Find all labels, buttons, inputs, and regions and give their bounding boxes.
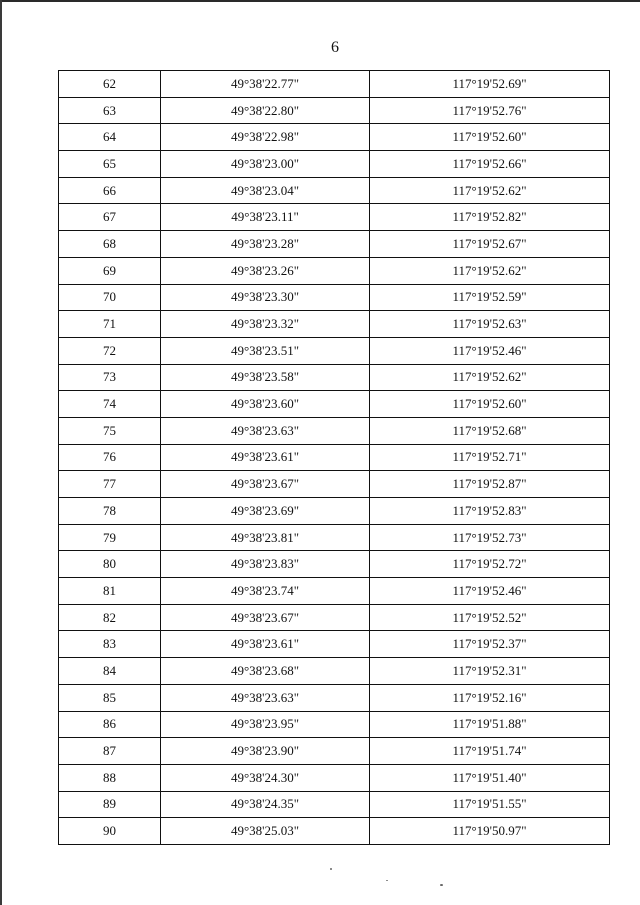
latitude-cell: 49°38'23.51" xyxy=(161,337,370,364)
latitude-cell: 49°38'24.30" xyxy=(161,764,370,791)
table-row xyxy=(59,391,610,418)
longitude-cell: 117°19'52.31" xyxy=(370,658,610,685)
longitude-cell: 117°19'52.67" xyxy=(370,231,610,258)
longitude-cell: 117°19'52.46" xyxy=(370,337,610,364)
point-number-cell: 90 xyxy=(59,818,161,845)
latitude-cell: 49°38'23.61" xyxy=(161,444,370,471)
scan-speck xyxy=(330,868,332,870)
point-number-cell: 71 xyxy=(59,311,161,338)
table-row xyxy=(59,684,610,711)
longitude-cell: 117°19'52.52" xyxy=(370,604,610,631)
longitude-cell: 117°19'51.74" xyxy=(370,738,610,765)
table-row xyxy=(59,124,610,151)
longitude-cell: 117°19'52.37" xyxy=(370,631,610,658)
latitude-cell: 49°38'23.81" xyxy=(161,524,370,551)
page-number: 6 xyxy=(331,39,339,56)
point-number-cell: 86 xyxy=(59,711,161,738)
latitude-cell: 49°38'23.63" xyxy=(161,684,370,711)
longitude-cell: 117°19'52.62" xyxy=(370,364,610,391)
point-number-cell: 68 xyxy=(59,231,161,258)
longitude-cell: 117°19'52.60" xyxy=(370,391,610,418)
longitude-cell: 117°19'52.83" xyxy=(370,498,610,525)
point-number-cell: 72 xyxy=(59,337,161,364)
point-number-cell: 64 xyxy=(59,124,161,151)
point-number-cell: 74 xyxy=(59,391,161,418)
longitude-cell: 117°19'52.59" xyxy=(370,284,610,311)
table-row xyxy=(59,177,610,204)
table-row xyxy=(59,658,610,685)
table-row xyxy=(59,364,610,391)
longitude-cell: 117°19'52.63" xyxy=(370,311,610,338)
point-number-cell: 63 xyxy=(59,97,161,124)
table-row xyxy=(59,311,610,338)
point-number-cell: 82 xyxy=(59,604,161,631)
point-number-cell: 77 xyxy=(59,471,161,498)
longitude-cell: 117°19'52.62" xyxy=(370,257,610,284)
latitude-cell: 49°38'23.61" xyxy=(161,631,370,658)
coordinates-table-body xyxy=(59,71,610,845)
point-number-cell: 85 xyxy=(59,684,161,711)
point-number-cell: 66 xyxy=(59,177,161,204)
point-number-cell: 65 xyxy=(59,151,161,178)
table-row xyxy=(59,151,610,178)
longitude-cell: 117°19'52.72" xyxy=(370,551,610,578)
longitude-cell: 117°19'52.76" xyxy=(370,97,610,124)
latitude-cell: 49°38'22.98" xyxy=(161,124,370,151)
longitude-cell: 117°19'52.68" xyxy=(370,417,610,444)
latitude-cell: 49°38'23.68" xyxy=(161,658,370,685)
latitude-cell: 49°38'23.95" xyxy=(161,711,370,738)
longitude-cell: 117°19'52.60" xyxy=(370,124,610,151)
table-row xyxy=(59,204,610,231)
table-row xyxy=(59,231,610,258)
latitude-cell: 49°38'23.90" xyxy=(161,738,370,765)
table-row xyxy=(59,764,610,791)
longitude-cell: 117°19'52.66" xyxy=(370,151,610,178)
table-row xyxy=(59,631,610,658)
point-number-cell: 84 xyxy=(59,658,161,685)
point-number-cell: 88 xyxy=(59,764,161,791)
table-row xyxy=(59,284,610,311)
point-number-cell: 79 xyxy=(59,524,161,551)
longitude-cell: 117°19'52.82" xyxy=(370,204,610,231)
point-number-cell: 62 xyxy=(59,71,161,98)
latitude-cell: 49°38'23.63" xyxy=(161,417,370,444)
latitude-cell: 49°38'23.30" xyxy=(161,284,370,311)
point-number-cell: 83 xyxy=(59,631,161,658)
table-row xyxy=(59,337,610,364)
table-row xyxy=(59,97,610,124)
latitude-cell: 49°38'22.77" xyxy=(161,71,370,98)
latitude-cell: 49°38'25.03" xyxy=(161,818,370,845)
point-number-cell: 87 xyxy=(59,738,161,765)
longitude-cell: 117°19'51.40" xyxy=(370,764,610,791)
scan-edge-left xyxy=(0,0,2,905)
latitude-cell: 49°38'24.35" xyxy=(161,791,370,818)
longitude-cell: 117°19'50.97" xyxy=(370,818,610,845)
latitude-cell: 49°38'23.74" xyxy=(161,578,370,605)
latitude-cell: 49°38'23.00" xyxy=(161,151,370,178)
latitude-cell: 49°38'23.67" xyxy=(161,471,370,498)
table-row xyxy=(59,711,610,738)
longitude-cell: 117°19'51.88" xyxy=(370,711,610,738)
table-row xyxy=(59,604,610,631)
latitude-cell: 49°38'23.83" xyxy=(161,551,370,578)
table-row xyxy=(59,498,610,525)
scan-speck xyxy=(386,880,388,881)
longitude-cell: 117°19'52.62" xyxy=(370,177,610,204)
table-row xyxy=(59,738,610,765)
latitude-cell: 49°38'23.60" xyxy=(161,391,370,418)
table-row xyxy=(59,444,610,471)
table-row xyxy=(59,257,610,284)
table-row xyxy=(59,791,610,818)
table-row xyxy=(59,71,610,98)
longitude-cell: 117°19'52.71" xyxy=(370,444,610,471)
latitude-cell: 49°38'22.80" xyxy=(161,97,370,124)
longitude-cell: 117°19'52.87" xyxy=(370,471,610,498)
latitude-cell: 49°38'23.28" xyxy=(161,231,370,258)
table-row xyxy=(59,471,610,498)
point-number-cell: 69 xyxy=(59,257,161,284)
table-row xyxy=(59,551,610,578)
latitude-cell: 49°38'23.26" xyxy=(161,257,370,284)
longitude-cell: 117°19'52.16" xyxy=(370,684,610,711)
longitude-cell: 117°19'52.46" xyxy=(370,578,610,605)
point-number-cell: 78 xyxy=(59,498,161,525)
point-number-cell: 73 xyxy=(59,364,161,391)
point-number-cell: 80 xyxy=(59,551,161,578)
point-number-cell: 75 xyxy=(59,417,161,444)
latitude-cell: 49°38'23.04" xyxy=(161,177,370,204)
table-row xyxy=(59,417,610,444)
coordinates-table xyxy=(58,70,610,845)
longitude-cell: 117°19'52.69" xyxy=(370,71,610,98)
point-number-cell: 81 xyxy=(59,578,161,605)
table-row xyxy=(59,524,610,551)
table-row xyxy=(59,578,610,605)
scan-speck xyxy=(440,884,443,886)
latitude-cell: 49°38'23.11" xyxy=(161,204,370,231)
point-number-cell: 76 xyxy=(59,444,161,471)
point-number-cell: 89 xyxy=(59,791,161,818)
latitude-cell: 49°38'23.32" xyxy=(161,311,370,338)
latitude-cell: 49°38'23.67" xyxy=(161,604,370,631)
longitude-cell: 117°19'52.73" xyxy=(370,524,610,551)
table-row xyxy=(59,818,610,845)
point-number-cell: 70 xyxy=(59,284,161,311)
latitude-cell: 49°38'23.69" xyxy=(161,498,370,525)
scan-edge-top xyxy=(0,0,640,2)
point-number-cell: 67 xyxy=(59,204,161,231)
longitude-cell: 117°19'51.55" xyxy=(370,791,610,818)
latitude-cell: 49°38'23.58" xyxy=(161,364,370,391)
